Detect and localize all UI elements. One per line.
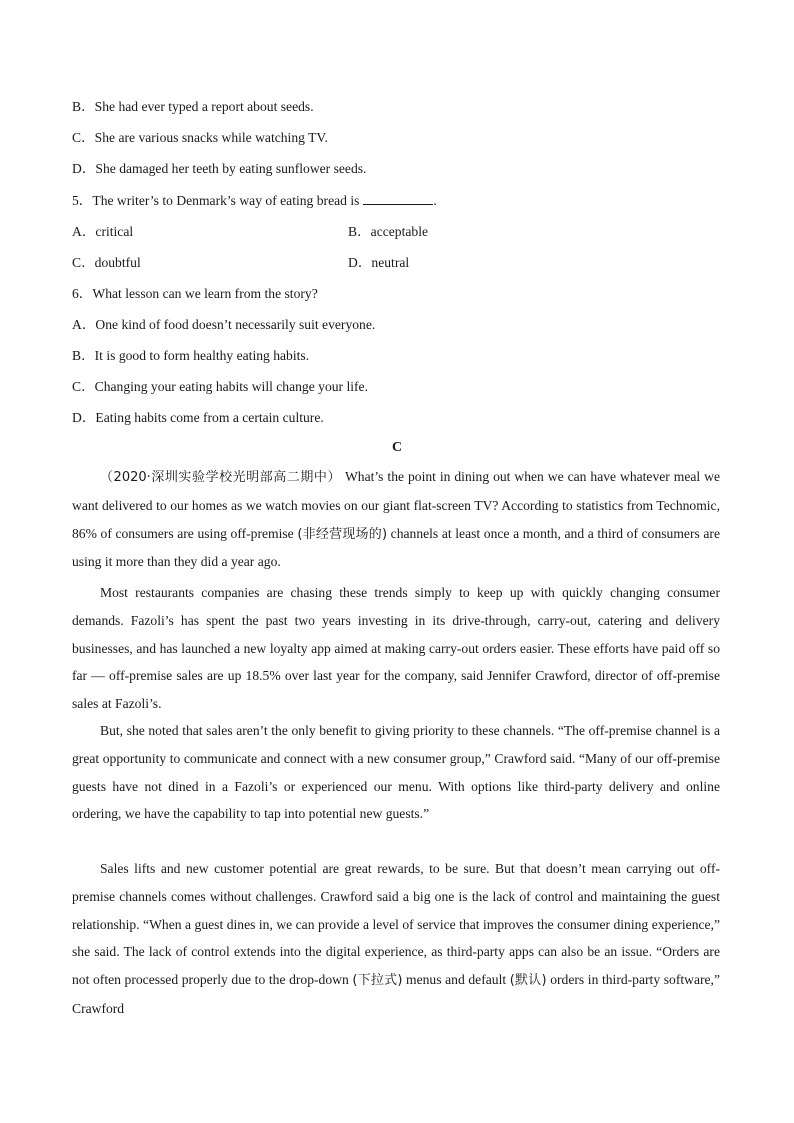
passage-paragraph-2: Most restaurants companies are chasing these trends simply to keep up with quickly changing consumer demands. Fazoli’s has spent the past two years investing in its drive-through, carry-out, catering and delivery businesses, and has launched a new loyalty app aimed at making carry-out orders easier. These efforts have paid off so far — off-premise sales are up 18.5% over last year for the company, said Jennifer Crawford, director of off-premise sales at Fazoli’s. [72,585,720,712]
q4-option-c: C．She are various snacks while watching TV. [72,130,328,145]
passage-source: （2020·深圳实验学校光明部高二期中） [100,470,342,485]
paragraph-4-text-b: menus and default [406,972,507,988]
q5-answer-blank [363,191,433,205]
q5-stem-end: . [433,193,437,208]
q6-option-c: C．Changing your eating habits will change your life. [72,379,368,394]
q5-stem-text: 5．The writer’s to Denmark’s way of eating bread is [72,193,360,208]
paragraph-1-text: What’s the point in dining out when we can have whatever meal we want delivered to our homes as we watch movies on our giant flat-screen TV? According to statistics from Technomic, 86% of consumers are using off-premise [72,469,720,541]
section-title: C [391,440,403,455]
q6-stem: 6．What lesson can we learn from the story? [72,286,318,301]
paragraph-1-end: channels at least once a month, and a third of consumers are using it more than they did a year ago. [72,525,720,570]
paragraph-4-note-1: (下拉式) [352,973,403,989]
q5-stem [72,191,437,210]
q5-option-b: B．acceptable [348,224,429,239]
passage-paragraph-4 [72,855,720,1023]
q5-option-a: A．critical [72,224,134,239]
paragraph-4-text-a: Sales lifts and new customer potential are great rewards, to be sure. But that doesn’t mean carrying out off-premise channels comes without challenges. Crawford said a big one is the lack of control and maintaining the guest relationship. “When a guest dines in, we can provide a level of service that improves the consumer dining experience,” she said. The lack of control extends into the digital experience, as third-party apps can also be an issue. “Orders are not often processed properly due to the drop-down [72,861,720,988]
paragraph-4-text-c: orders in third-party software,” Crawford [72,972,720,1016]
q5-option-c: C．doubtful [72,255,141,270]
q4-option-b: B．She had ever typed a report about seeds. [72,99,314,114]
passage-paragraph-3: But, she noted that sales aren’t the only benefit to giving priority to these channels. “The off-premise channel is a great opportunity to communicate and connect with a new consumer group,” Crawford said. “Many of our off-premise guests have not dined in a Fazoli’s or experienced our menu. With options like third-party delivery and online ordering, we have the capability to tap into potential new guests.” [72,723,720,822]
q6-option-d: D．Eating habits come from a certain culture. [72,410,324,425]
paragraph-4-note-2: (默认) [509,973,547,989]
passage-paragraph-1 [72,463,720,576]
q5-option-d: D．neutral [348,255,410,270]
q4-option-d: D．She damaged her teeth by eating sunflower seeds. [72,161,367,176]
q6-option-a: A．One kind of food doesn’t necessarily suit everyone. [72,317,376,332]
q6-option-b: B．It is good to form healthy eating habits. [72,348,310,363]
paragraph-1-note: (非经营现场的) [297,526,388,542]
